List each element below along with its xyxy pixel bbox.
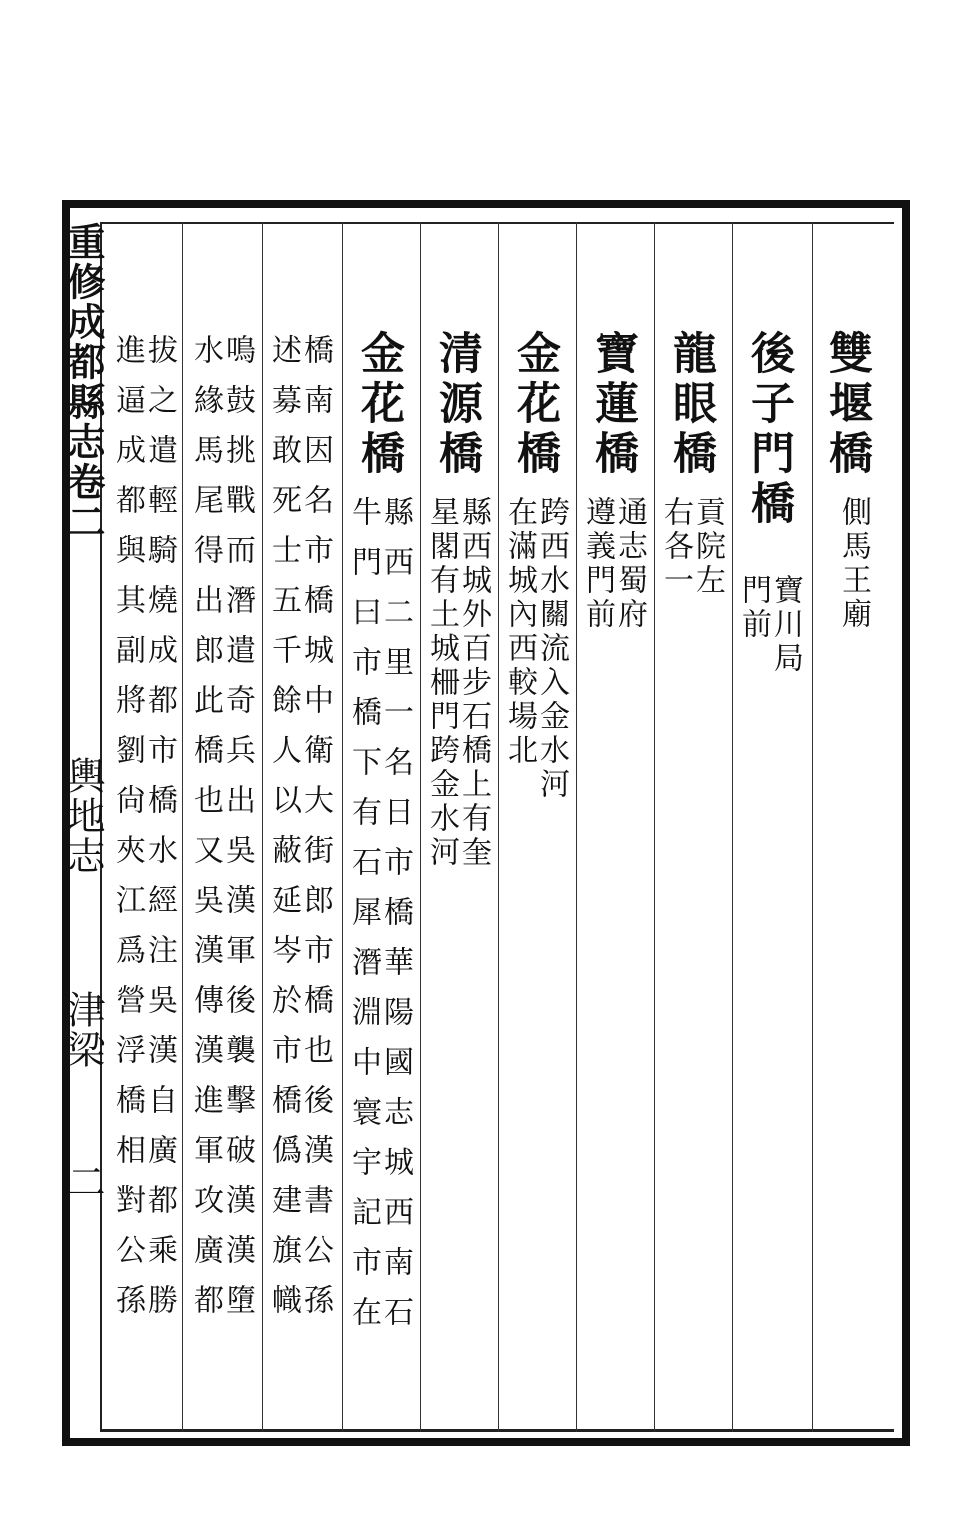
entry-note: 右各一 (658, 496, 693, 598)
book-title: 重修成都縣志卷二 (61, 222, 106, 542)
entry-heading: 寶蓮橋 (587, 330, 638, 480)
folio-number: 二 (61, 1162, 105, 1202)
entry-heading: 金花橋 (509, 330, 560, 480)
subsection-title: 津梁 (61, 990, 105, 1070)
entry-heading: 清源橋 (431, 330, 482, 480)
column-rule (812, 222, 813, 1432)
section-title: 輿地志 (61, 756, 105, 876)
body-text-column: 述募敢死士五千餘人以蔽延岑於市橋僞建旗幟 (266, 334, 301, 1334)
entry-note: 側馬王廟 (836, 496, 871, 632)
entry-note: 牛門曰市橋下有石犀潛淵中寰宇記市在 (346, 496, 381, 1346)
column-rule (262, 222, 263, 1432)
entry-heading: 龍眼橋 (665, 330, 716, 480)
column-rule (498, 222, 499, 1432)
column-rule (420, 222, 421, 1432)
entry-note: 星閣有土城柵門跨金水河 (424, 496, 459, 870)
body-text-column: 水緣馬尾得出郎此橋也又吳漢傳漢進軍攻廣都 (188, 334, 223, 1334)
body-text-column: 鳴鼓挑戰而潛遣奇兵出吳漢軍後襲擊破漢漢墮 (220, 334, 255, 1334)
column-rule (576, 222, 577, 1432)
column-rule (732, 222, 733, 1432)
body-text-column: 進逼成都與其副將劉尙夾江爲營浮橋相對公孫 (110, 334, 145, 1334)
column-rule (342, 222, 343, 1432)
entry-note: 跨西水關流入金水河 (534, 496, 569, 802)
entry-note: 寶川局 (768, 574, 803, 676)
entry-heading: 金花橋 (353, 330, 404, 480)
entry-heading: 雙堰橋 (821, 330, 872, 480)
body-text-column: 橋南因名市橋城中衛大街郎市橋也後漢書公孫 (298, 334, 333, 1334)
entry-heading: 後子門橋 (743, 330, 794, 530)
entry-note: 貢院左 (690, 496, 725, 598)
column-rule (182, 222, 183, 1432)
entry-note: 縣西二里一名日市橋華陽國志城西南石 (378, 496, 413, 1346)
entry-note: 通志蜀府 (612, 496, 647, 632)
entry-note: 縣西城外百步石橋上有奎 (456, 496, 491, 870)
entry-note: 遵義門前 (580, 496, 615, 632)
entry-note: 門前 (736, 574, 771, 642)
column-rule (654, 222, 655, 1432)
body-text-column: 拔之遣輕騎燒成都市橋水經注吳漢自廣都乘勝 (142, 334, 177, 1334)
entry-note: 在滿城內西較場北 (502, 496, 537, 768)
